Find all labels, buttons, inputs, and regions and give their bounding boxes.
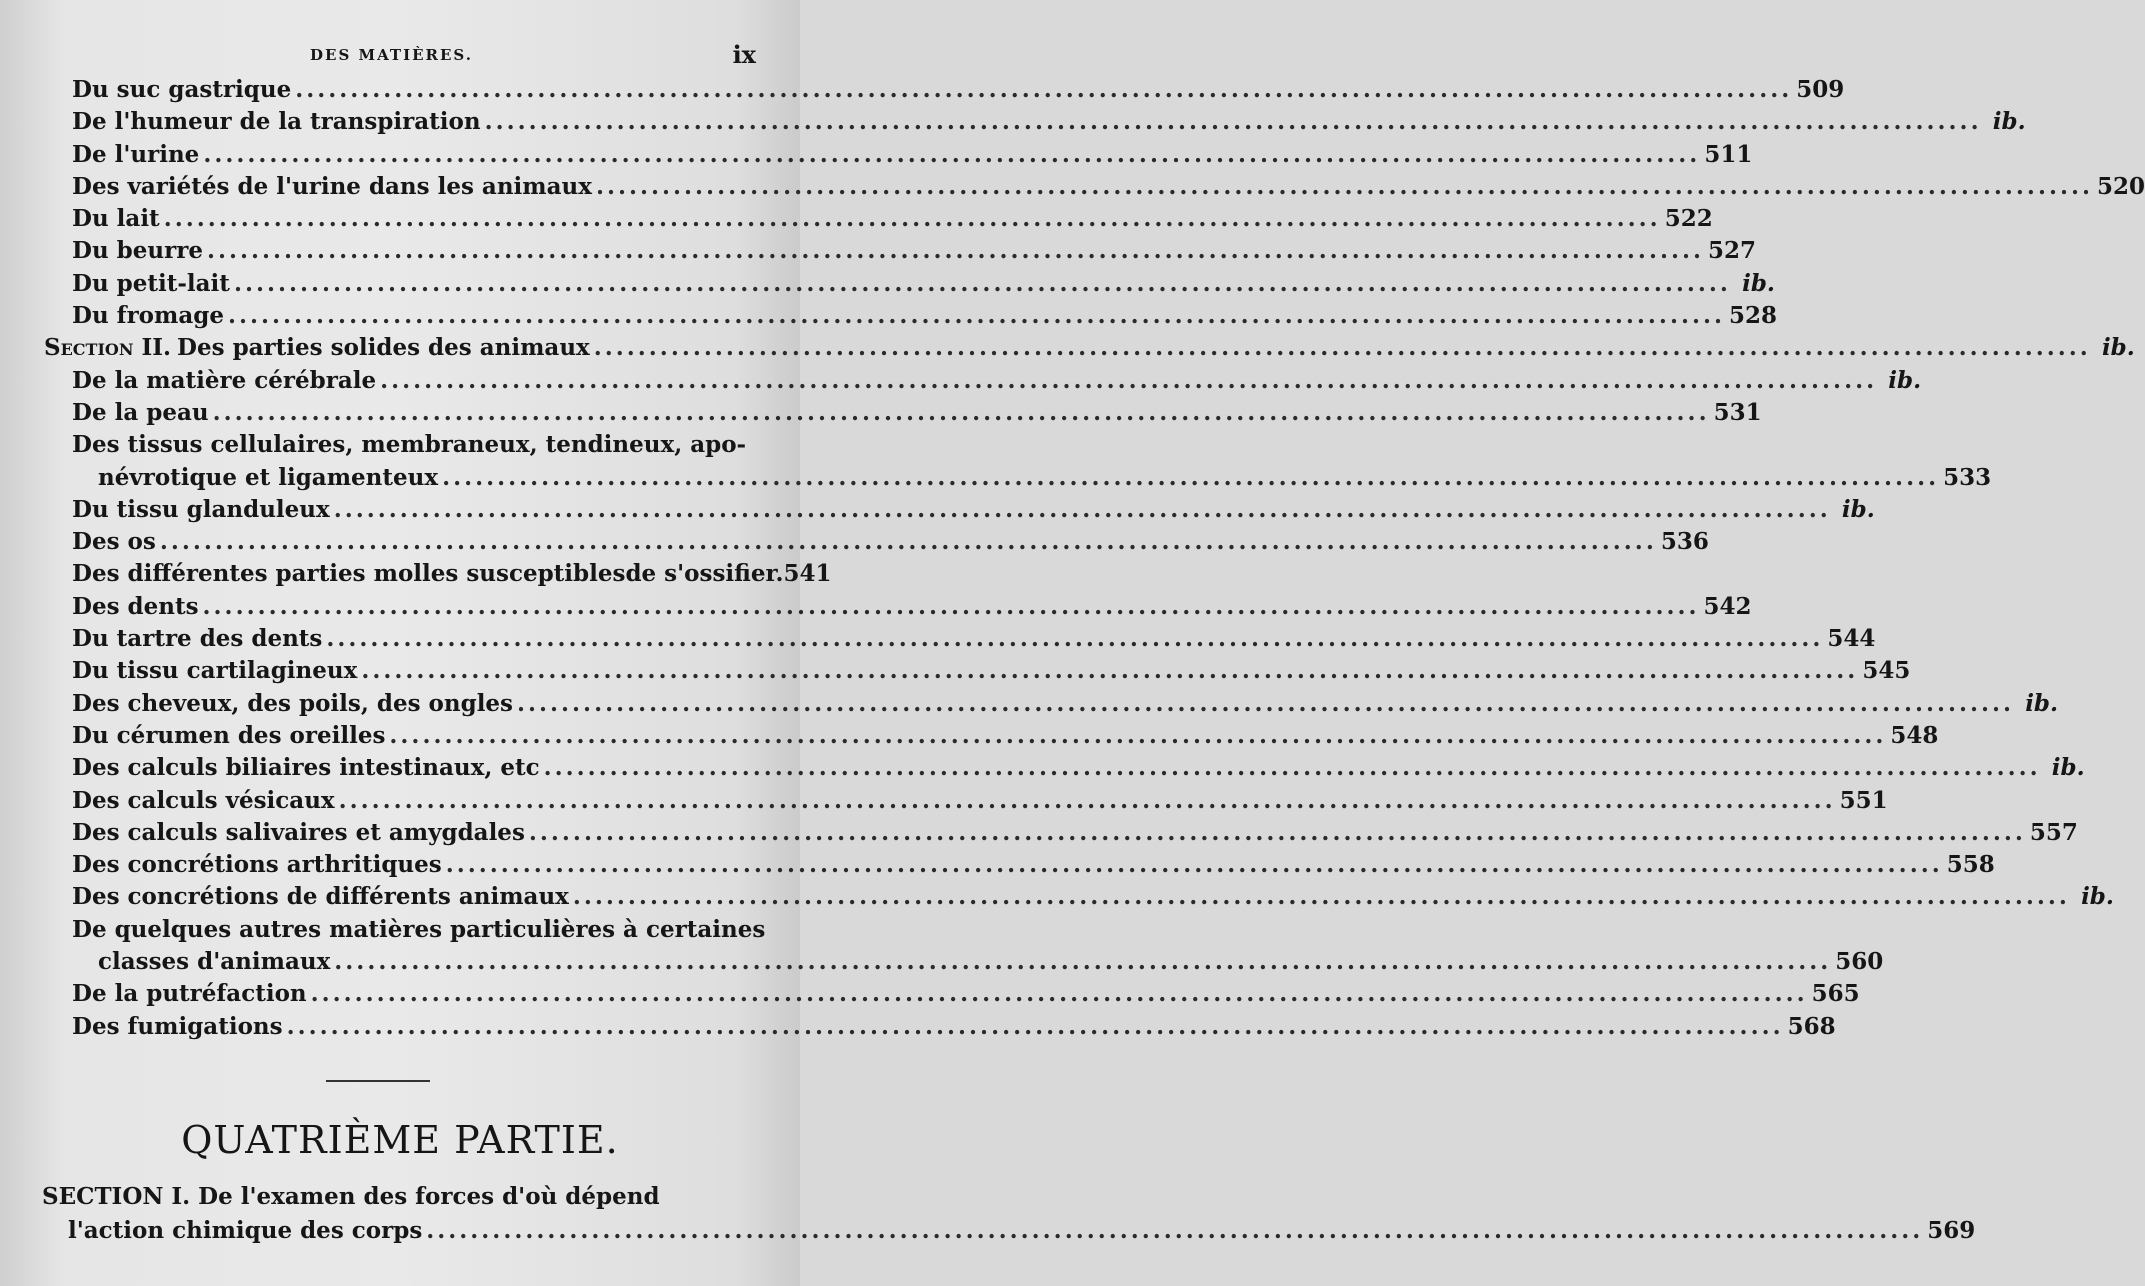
part-section-label: SECTION I. <box>42 1183 191 1210</box>
toc-entry-line-1 <box>72 429 758 461</box>
toc-entry-title: Des dents <box>72 592 199 620</box>
toc-entry <box>42 1011 1836 1043</box>
toc-entry-title: De l'humeur de la transpiration <box>72 108 481 136</box>
leader-dots <box>517 688 2014 720</box>
toc-entry <box>42 268 1775 300</box>
leader-dots <box>544 752 2041 784</box>
toc-entry <box>42 817 2078 849</box>
leader-dots <box>485 106 1982 138</box>
part-section-line-1 <box>42 1180 758 1214</box>
leader-dots <box>334 946 1831 978</box>
toc-entry-title: Du fromage <box>72 302 224 330</box>
part-title: QUATRIÈME PARTIE. <box>181 1118 619 1162</box>
part-section-entry <box>42 1180 1976 1248</box>
leader-dots <box>311 978 1808 1010</box>
page-number: ix <box>732 40 756 69</box>
toc-entry-page: ib. <box>1841 495 1875 523</box>
toc-entry-page: 527 <box>1707 237 1756 265</box>
toc-entry <box>42 300 1777 332</box>
running-head <box>0 40 800 70</box>
toc-entry <box>42 623 1876 655</box>
leader-dots <box>234 268 1731 300</box>
section-divider <box>326 1080 430 1082</box>
toc-entry-page: ib. <box>2025 689 2059 717</box>
leader-dots <box>207 235 1704 267</box>
leader-dots <box>295 74 1792 106</box>
leader-dots <box>164 203 1661 235</box>
toc-entry-title: Des concrétions de différents animaux <box>72 883 569 911</box>
toc-entry-title: Du petit-lait <box>72 269 230 297</box>
toc-entry-title: De l'urine <box>72 140 200 168</box>
leader-dots <box>361 655 1858 687</box>
leader-dots <box>326 623 1823 655</box>
toc-entry <box>42 332 2135 364</box>
toc-entry <box>42 494 1875 526</box>
leader-dots <box>228 300 1725 332</box>
toc-entry-page: 544 <box>1827 625 1876 653</box>
toc-entry-title: Des calculs vésicaux <box>72 786 335 814</box>
toc-entry-page: ib. <box>2051 754 2085 782</box>
toc-entry-title: Du beurre <box>72 237 203 265</box>
toc-entry <box>42 397 1762 429</box>
toc-entry-line-2 <box>72 946 1884 978</box>
leader-dots <box>596 171 2093 203</box>
leader-dots <box>334 494 1831 526</box>
toc-entry-page: ib. <box>1888 366 1922 394</box>
leader-dots <box>594 332 2091 364</box>
toc-entry <box>42 752 2085 784</box>
toc-entry-title: classes d'animaux <box>98 948 331 976</box>
toc-entry-title: Des parties solides des animaux <box>177 334 590 362</box>
toc-entry-page: 545 <box>1862 657 1911 685</box>
toc-entry-page: 548 <box>1890 721 1939 749</box>
toc-entry <box>42 203 1713 235</box>
toc-entry <box>42 558 832 590</box>
toc-entry-title: Du tartre des dents <box>72 625 323 653</box>
toc-entry-title: Des os <box>72 528 156 556</box>
part-section-line-2 <box>42 1214 1976 1248</box>
running-title: DES MATIÈRES. <box>310 46 473 64</box>
toc-entry-page: ib. <box>1992 108 2026 136</box>
toc-entry-title: Des calculs salivaires et amygdales <box>72 818 525 846</box>
toc-entry-page: 541 <box>783 560 832 588</box>
toc-entry <box>42 785 1888 817</box>
toc-entry <box>42 429 1992 494</box>
toc-entry-page: 528 <box>1728 302 1777 330</box>
leader-dots <box>203 591 1700 623</box>
leader-dots <box>529 817 2026 849</box>
toc-entry-title: Des cheveux, des poils, des ongles <box>72 689 514 717</box>
toc-entry-title: Du lait <box>72 205 160 233</box>
toc-entry-title: Du suc gastrique <box>72 76 292 103</box>
toc-entry-page: 522 <box>1664 205 1713 233</box>
toc-entry <box>42 881 2114 913</box>
leader-dots <box>573 881 2070 913</box>
toc-entry-page: 568 <box>1787 1012 1836 1040</box>
toc-entry <box>42 106 2026 138</box>
toc-entry-title: De quelques autres matières particulières à certaines <box>72 915 766 943</box>
table-of-contents <box>42 74 2145 1043</box>
toc-entry <box>42 591 1752 623</box>
toc-entry-page: 565 <box>1811 980 1860 1008</box>
toc-entry-page: 558 <box>1946 851 1995 879</box>
toc-entry-page: ib. <box>2101 334 2135 362</box>
toc-entry <box>42 914 1884 979</box>
leader-dots <box>446 849 1943 881</box>
toc-entry <box>42 849 1995 881</box>
part-section-page: 569 <box>1927 1217 1976 1244</box>
toc-entry-line-1 <box>72 914 766 946</box>
toc-entry-title: Du cérumen des oreilles <box>72 721 386 749</box>
leader-dots <box>389 720 1886 752</box>
toc-entry-page: 560 <box>1835 948 1884 976</box>
toc-section-label: Section II. <box>44 334 172 362</box>
toc-entry <box>42 139 1753 171</box>
toc-entry <box>42 74 1845 106</box>
toc-entry-title: Des variétés de l'urine dans les animaux <box>72 172 592 200</box>
toc-entry-title: De la matière cérébrale <box>72 366 377 394</box>
toc-entry <box>42 720 1939 752</box>
toc-entry-title: Des tissus cellulaires, membraneux, tendineux, apo- <box>72 431 747 459</box>
toc-entry-title: Des concrétions arthritiques <box>72 851 442 879</box>
toc-entry <box>42 171 2145 203</box>
toc-entry <box>42 688 2059 720</box>
toc-entry-title: Des calculs biliaires intestinaux, etc <box>72 754 540 782</box>
toc-entry <box>42 655 1911 687</box>
leader-dots <box>426 1214 1923 1248</box>
toc-entry-page: 520 <box>2096 172 2145 200</box>
toc-entry-page: 533 <box>1943 463 1992 491</box>
toc-entry <box>42 365 1922 397</box>
toc-entry-title: névrotique et ligamenteux <box>98 463 439 491</box>
toc-entry-title: De la peau <box>72 398 209 426</box>
toc-entry-title: Du tissu cartilagineux <box>72 657 358 685</box>
leader-dots <box>339 785 1836 817</box>
toc-entry-page: 557 <box>2029 818 2078 846</box>
toc-entry-page: ib. <box>1742 269 1775 297</box>
part-section-text-2: l'action chimique des corps <box>68 1217 423 1244</box>
toc-entry <box>42 235 1756 267</box>
toc-entry-page: 551 <box>1839 786 1888 814</box>
toc-entry-title: Du tissu glanduleux <box>72 495 330 523</box>
toc-entry-page: ib. <box>2081 883 2114 911</box>
toc-entry-page: 511 <box>1704 140 1753 168</box>
toc-entry-page: 536 <box>1660 528 1709 556</box>
leader-dots <box>203 139 1700 171</box>
toc-entry-title: Des différentes parties molles susceptiblesde s'ossifier. <box>72 560 784 588</box>
toc-entry-page: 531 <box>1713 398 1762 426</box>
toc-entry <box>42 978 1860 1010</box>
leader-dots <box>442 462 1939 494</box>
leader-dots <box>160 526 1657 558</box>
leader-dots <box>380 365 1877 397</box>
toc-entry-line-2 <box>72 462 1992 494</box>
toc-entry-page: 509 <box>1796 76 1845 103</box>
leader-dots <box>287 1011 1784 1043</box>
toc-entry-title: De la putréfaction <box>72 980 307 1008</box>
toc-entry <box>42 526 1709 558</box>
part-section-text-1: De l'examen des forces d'où dépend <box>198 1183 660 1210</box>
leader-dots <box>213 397 1710 429</box>
toc-entry-page: 542 <box>1703 592 1752 620</box>
toc-entry-title: Des fumigations <box>72 1012 283 1040</box>
